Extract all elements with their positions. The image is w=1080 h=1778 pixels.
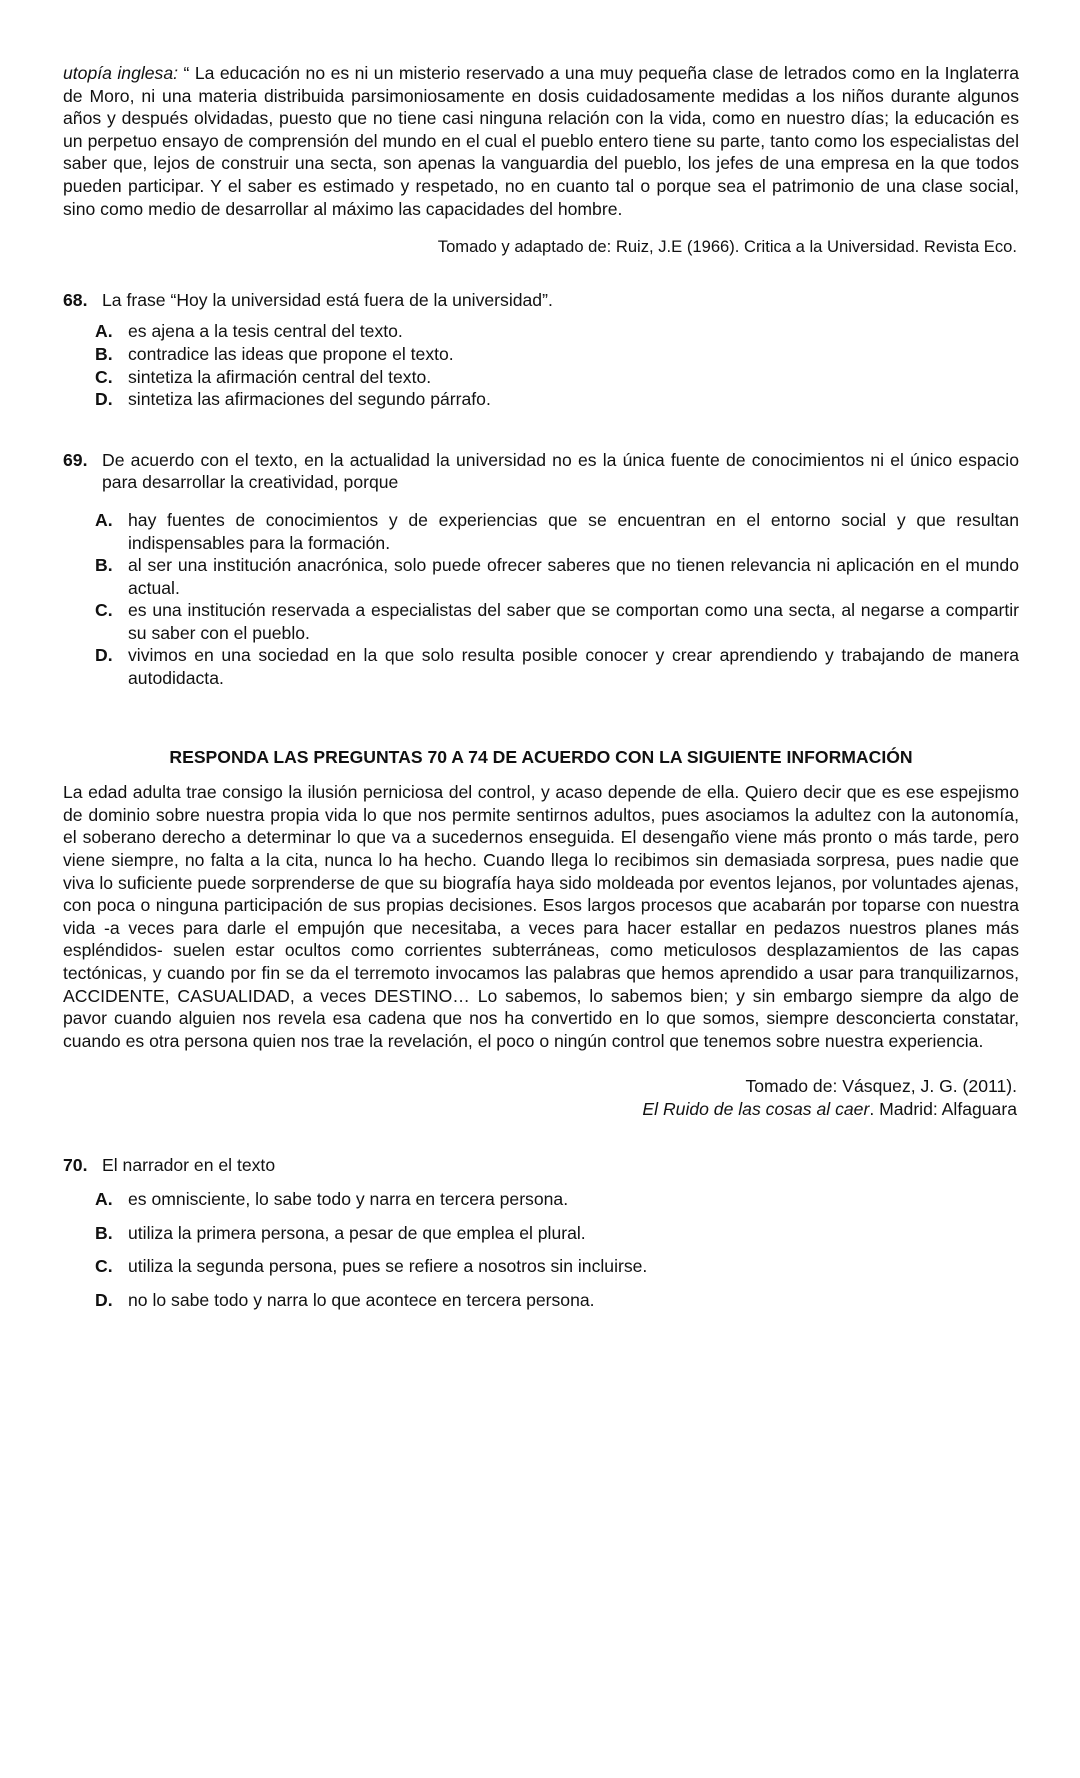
passage-1-text: “ La educación no es ni un misterio reservado a una muy pequeña clase de letrados como en la Inglaterra de Moro, ni una materia distribuida parsimoniosamente en dosis cuidadosamente medidas a los niños durante algunos años y después olvidadas, puesto que no tiene casi ninguna relación con la vida, como en nuestro días; la educación es un perpetuo ensayo de comprensión del mundo en el cual el pueblo entero tiene su parte, tanto como los especialistas del saber que, lejos de construir una secta, son apenas la vanguardia del pueblo, los jefes de una empresa en la que todos pueden participar. Y el saber es estimado y respetado, no en cuanto tal o porque sea el patrimonio de una clase social, sino como medio de desarrollar al máximo las capacidades del hombre. — [63, 63, 1019, 219]
passage-2-source — [63, 1075, 1017, 1120]
option-text: hay fuentes de conocimientos y de experiencias que se encuentran en el entorno social y que resultan indispensables para la formación. — [128, 509, 1019, 553]
question-stem — [63, 449, 1019, 494]
option-text: utiliza la primera persona, a pesar de que emplea el plural. — [128, 1222, 586, 1243]
answer-options — [63, 1188, 1019, 1311]
option-letter: D. — [95, 645, 113, 666]
option-text: al ser una institución anacrónica, solo puede ofrecer saberes que no tienen relevancia ni aplicación en el mundo actual. — [128, 555, 1019, 598]
option-letter: A. — [95, 509, 113, 530]
question-stem — [63, 1154, 1019, 1177]
option-text: es omnisciente, lo sabe todo y narra en tercera persona. — [128, 1189, 569, 1210]
option-letter: C. — [95, 600, 113, 621]
source-publisher: . Madrid: Alfaguara — [869, 1098, 1017, 1119]
question-68 — [63, 289, 1019, 411]
option-text: contradice las ideas que propone el texto. — [128, 343, 454, 364]
option-d[interactable] — [63, 644, 1019, 689]
passage-1-lead: utopía inglesa: — [63, 63, 179, 83]
option-letter: A. — [95, 321, 113, 342]
option-d[interactable] — [63, 1289, 1019, 1312]
option-letter: D. — [95, 389, 113, 410]
option-letter: B. — [95, 343, 113, 364]
passage-1-source: Tomado y adaptado de: Ruiz, J.E (1966). Critica a la Universidad. Revista Eco. — [437, 237, 1017, 257]
question-69 — [63, 449, 1019, 690]
question-text: La frase “Hoy la universidad está fuera de la universidad”. — [102, 289, 553, 310]
option-letter: D. — [95, 1289, 113, 1310]
option-text: vivimos en una sociedad en la que solo resulta posible conocer y crear aprendiendo y trabajando de manera autodidacta. — [128, 645, 1019, 689]
option-b[interactable] — [63, 1222, 1019, 1245]
option-a[interactable] — [63, 509, 1019, 554]
option-d[interactable] — [63, 388, 1019, 411]
option-text: no lo sabe todo y narra lo que acontece en tercera persona. — [128, 1289, 595, 1310]
option-letter: C. — [95, 366, 113, 387]
option-text: es ajena a la tesis central del texto. — [128, 321, 403, 342]
passage-2: La edad adulta trae consigo la ilusión perniciosa del control, y acaso depende de ella. Quiero decir que es ese espejismo de dominio sobre nuestra propia vida lo que nos permite sentirnos adultos, pues asociamos la adultez con la autonomía, el soberano derecho a determinar lo que va a sucedernos enseguida. El desengaño viene más pronto o más tarde, pero viene siempre, no falta a la cita, nunca lo ha hecho. Cuando llega lo recibimos sin demasiada sorpresa, pues nadie que viva lo suficiente puede sorprenderse de que su biografía haya sido moldeada por eventos lejanos, por voluntades ajenas, con poca o ninguna participación de sus propias decisiones. Esos largos procesos que acabarán por toparse con nuestra vida -a veces para darle el empujón que necesitaba, a veces para hacer estallar en pedazos nuestros planes más espléndidos- suelen estar ocultos como corrientes subterráneas, como meticulosos desplazamientos de las capas tectónicas, y cuando por fin se da el terremoto invocamos las palabras que hemos aprendido a usar para tranquilizarnos, ACCIDENTE, CASUALIDAD, a veces DESTINO… Lo sabemos, lo sabemos bien; y sin embargo siempre da algo de pavor cuando alguien nos revela esa cadena que nos ha convertido en lo que somos, siempre desconcierta constatar, cuando es otra persona quien nos trae la revelación, el poco o ningún control que tenemos sobre nuestra experiencia. — [63, 782, 1019, 1051]
option-c[interactable] — [63, 1255, 1019, 1278]
exam-page — [63, 62, 1019, 1312]
answer-options — [63, 320, 1019, 410]
option-text: es una institución reservada a especialistas del saber que se comportan como una secta, al negarse a compartir su saber con el pueblo. — [128, 600, 1019, 643]
option-b[interactable] — [63, 554, 1019, 599]
option-c[interactable] — [63, 366, 1019, 389]
option-letter: A. — [95, 1189, 113, 1210]
option-letter: C. — [95, 1256, 113, 1277]
question-number: 70. — [63, 1154, 88, 1175]
option-letter: B. — [95, 555, 113, 576]
source-book-title: El Ruido de las cosas al caer — [642, 1098, 870, 1119]
question-text: De acuerdo con el texto, en la actualidad la universidad no es la única fuente de conocimientos ni el único espacio para desarrollar la creatividad, porque — [102, 449, 1019, 493]
option-text: sintetiza las afirmaciones del segundo párrafo. — [128, 389, 491, 410]
option-a[interactable] — [63, 1188, 1019, 1211]
question-stem — [63, 289, 1019, 312]
question-number: 69. — [63, 449, 88, 470]
option-b[interactable] — [63, 343, 1019, 366]
source-line-2 — [63, 1098, 1017, 1121]
option-text: sintetiza la afirmación central del texto. — [128, 366, 432, 387]
option-letter: B. — [95, 1222, 113, 1243]
question-70 — [63, 1154, 1019, 1312]
source-line-1: Tomado de: Vásquez, J. G. (2011). — [745, 1076, 1017, 1097]
option-text: utiliza la segunda persona, pues se refiere a nosotros sin incluirse. — [128, 1256, 648, 1277]
section-heading: RESPONDA LAS PREGUNTAS 70 A 74 DE ACUERDO CON LA SIGUIENTE INFORMACIÓN — [169, 746, 913, 767]
option-a[interactable] — [63, 320, 1019, 343]
question-number: 68. — [63, 289, 88, 310]
option-c[interactable] — [63, 599, 1019, 644]
answer-options — [63, 509, 1019, 690]
question-text: El narrador en el texto — [102, 1154, 276, 1175]
passage-1 — [63, 62, 1019, 220]
